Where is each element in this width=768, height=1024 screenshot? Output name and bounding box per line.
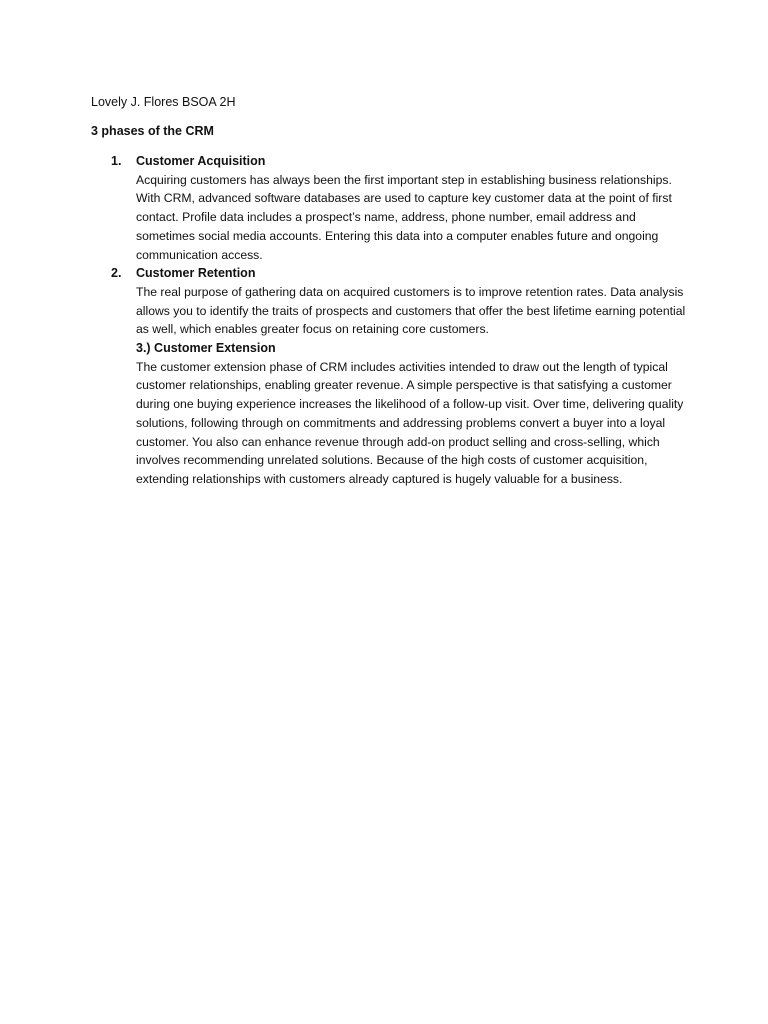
phase-item-extension	[91, 339, 691, 489]
phase-item-acquisition	[91, 152, 691, 264]
phase-body: The real purpose of gathering data on acquired customers is to improve retention rates. Data analysis allows you to identify the traits of prospects and customers that offer the best lifetime earning potential as well, which enables greater focus on retaining core customers.	[136, 284, 686, 337]
phase-heading: 3.) Customer Extension	[136, 341, 276, 356]
author-line: Lovely J. Flores BSOA 2H	[91, 95, 236, 109]
phase-list	[91, 152, 691, 489]
document-title: 3 phases of the CRM	[91, 124, 214, 138]
phase-body: The customer extension phase of CRM includes activities intended to draw out the length of typical customer relationships, enabling greater revenue. A simple perspective is that satisfying a customer during one buying experience increases the likelihood of a follow-up visit. Over time, delivering quality solutions, following through on commitments and addressing problems convert a buyer into a loyal customer. You also can enhance revenue through add-on product selling and cross-selling, which involves recommending unrelated solutions. Because of the high costs of customer acquisition, extending relationships with customers already captured is hugely valuable for a business.	[136, 359, 684, 486]
phase-item-retention	[91, 264, 691, 339]
phase-heading: Customer Acquisition	[136, 154, 266, 168]
phase-number: 2.	[111, 266, 122, 281]
phase-body: Acquiring customers has always been the first important step in establishing business relationships. With CRM, advanced software databases are used to capture key customer data at the point of first contact. Profile data includes a prospect’s name, address, phone number, email address and sometimes social media accounts. Entering this data into a computer enables future and ongoing communication access.	[136, 172, 672, 262]
phase-number: 1.	[111, 154, 122, 168]
phase-heading: Customer Retention	[136, 266, 256, 281]
